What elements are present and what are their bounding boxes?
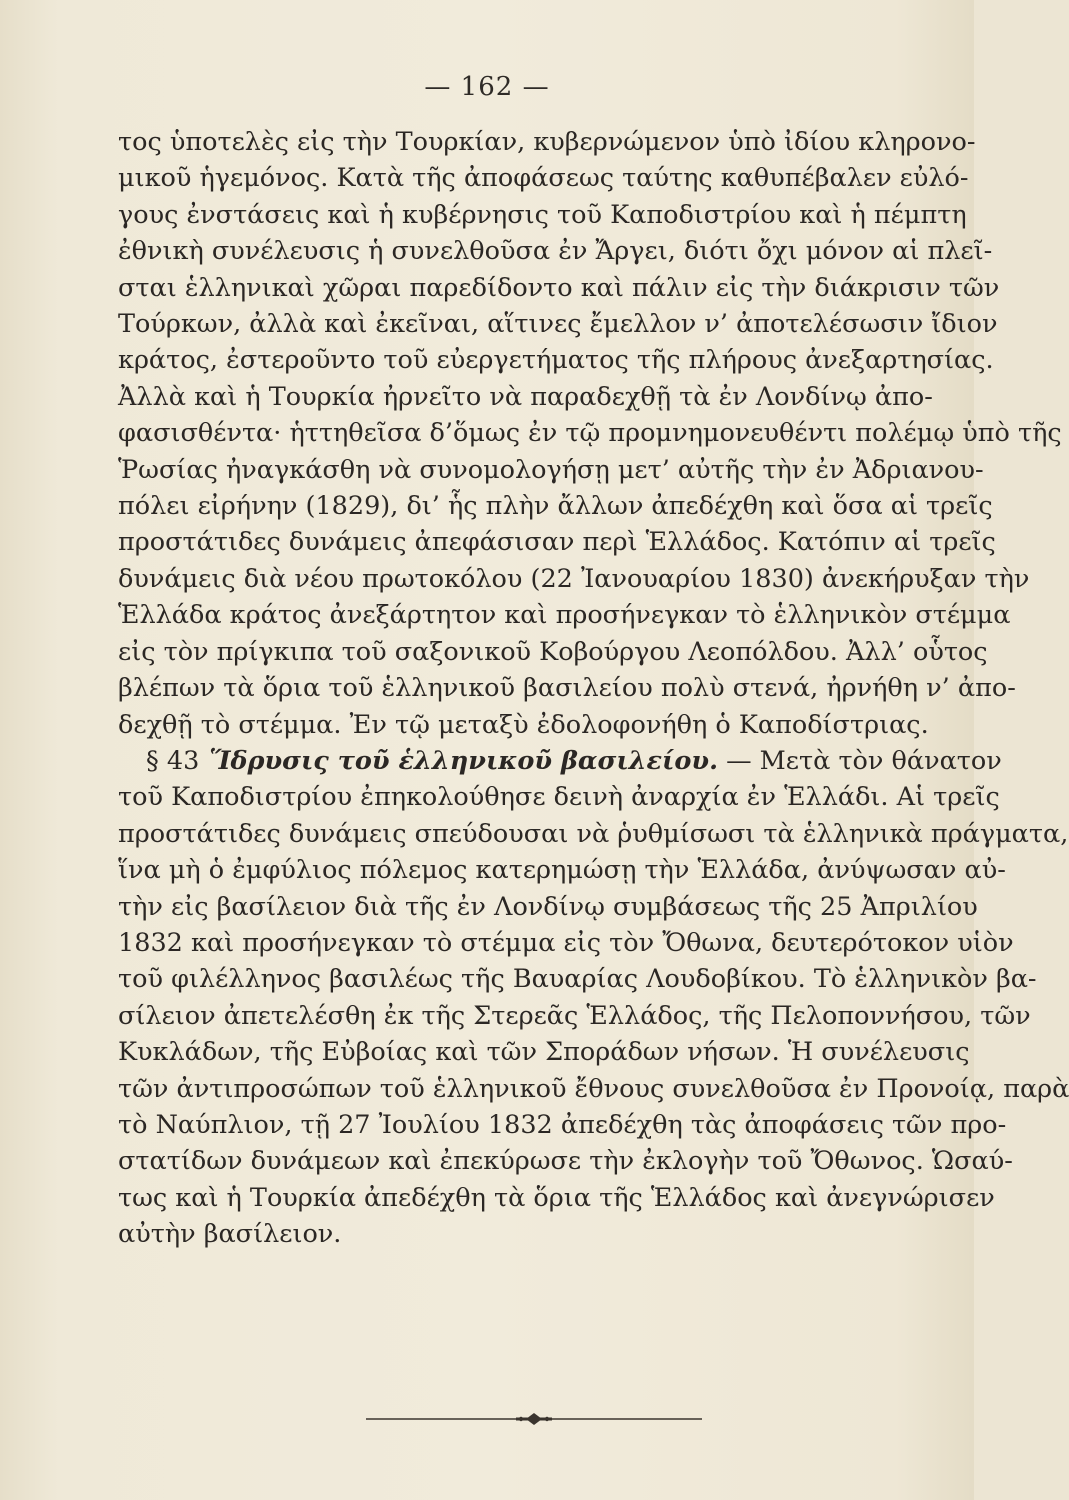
text-line: Τούρκων, ἀλλὰ καὶ ἐκεῖναι, αἵτινες ἔμελλον ν’ ἀποτελέσωσιν ἴδιον	[118, 309, 998, 340]
text-line: τοῦ Καποδιστρίου ἐπηκολούθησε δεινὴ ἀναρχία ἐν Ἑλλάδι. Αἱ τρεῖς	[118, 782, 1000, 813]
section-first-line-text: — Μετὰ τὸν θάνατον	[726, 745, 1002, 776]
text-line: σται ἑλληνικαὶ χῶραι παρεδίδοντο καὶ πάλιν εἰς τὴν διάκρισιν τῶν	[118, 272, 1000, 303]
text-line: προστάτιδες δυνάμεις ἀπεφάσισαν περὶ Ἑλλάδος. Κατόπιν αἱ τρεῖς	[118, 527, 996, 558]
text-line: τοῦ φιλέλληνος βασιλέως τῆς Βαυαρίας Λουδοβίκου. Τὸ ἑλληνικὸν βα-	[118, 964, 1037, 995]
text-line: εἰς τὸν πρίγκιπα τοῦ σαξονικοῦ Κοβούργου Λεοπόλδου. Ἀλλ’ οὗτος	[118, 636, 988, 667]
page-number: — 162 —	[424, 72, 550, 102]
section-heading-line	[118, 743, 1002, 779]
text-line: σίλειον ἀπετελέσθη ἐκ τῆς Στερεᾶς Ἑλλάδος, τῆς Πελοποννήσου, τῶν	[118, 1000, 1031, 1031]
text-line: 1832 καὶ προσήνεγκαν τὸ στέμμα εἰς τὸν Ὄθωνα, δευτερότοκον υἱὸν	[118, 927, 1014, 958]
text-line: τος ὑποτελὲς εἰς τὴν Τουρκίαν, κυβερνώμενον ὑπὸ ἰδίου κληρονο-	[118, 127, 976, 157]
text-line: Ἑλλάδα κράτος ἀνεξάρτητον καὶ προσήνεγκαν τὸ ἑλληνικὸν στέμμα	[118, 600, 1011, 631]
text-line: αὐτὴν βασίλειον.	[118, 1219, 342, 1250]
text-line: Ῥωσίας ἠναγκάσθη νὰ συνομολογήσῃ μετ’ αὐτῆς τὴν ἐν Ἀδριανου-	[118, 454, 984, 485]
text-line: βλέπων τὰ ὅρια τοῦ ἑλληνικοῦ βασιλείου πολὺ στενά, ἠρνήθη ν’ ἀπο-	[118, 673, 1016, 704]
section-number: § 43	[146, 745, 200, 776]
text-line: στατίδων δυνάμεων καὶ ἐπεκύρωσε τὴν ἐκλογὴν τοῦ Ὄθωνος. Ὡσαύ-	[118, 1146, 1013, 1177]
paragraph-1	[118, 124, 1062, 743]
text-line: μικοῦ ἡγεμόνος. Κατὰ τῆς ἀποφάσεως ταύτης καθυπέβαλεν εὐλό-	[118, 163, 969, 194]
text-line: ἵνα μὴ ὁ ἐμφύλιος πόλεμος κατερημώσῃ τὴν Ἑλλάδα, ἀνύψωσαν αὐ-	[118, 855, 1006, 886]
text-line: κράτος, ἐστεροῦντο τοῦ εὐεργετήματος τῆς πλήρους ἀνεξαρτησίας.	[118, 345, 994, 376]
text-line: πόλει εἰρήνην (1829), δι’ ἧς πλὴν ἄλλων ἀπεδέχθη καὶ ὅσα αἱ τρεῖς	[118, 491, 993, 522]
text-line: γους ἐνστάσεις καὶ ἡ κυβέρνησις τοῦ Καποδιστρίου καὶ ἡ πέμπτη	[118, 199, 967, 230]
text-line: τὴν εἰς βασίλειον διὰ τῆς ἐν Λονδίνῳ συμβάσεως τῆς 25 Ἀπριλίου	[118, 891, 978, 922]
section-title: Ἵδρυσις τοῦ ἑλληνικοῦ βασιλείου.	[209, 745, 718, 776]
text-line: τὸ Ναύπλιον, τῇ 27 Ἰουλίου 1832 ἀπεδέχθη τὰς ἀποφάσεις τῶν προ-	[118, 1109, 1007, 1140]
text-line: δυνάμεις διὰ νέου πρωτοκόλου (22 Ἰανουαρίου 1830) ἀνεκήρυξαν τὴν	[118, 563, 1030, 594]
text-line: προστάτιδες δυνάμεις σπεύδουσαι νὰ ῥυθμίσωσι τὰ ἑλληνικὰ πράγματα,	[118, 818, 1069, 849]
text-line: ἐθνικὴ συνέλευσις ἡ συνελθοῦσα ἐν Ἄργει, διότι ὄχι μόνον αἱ πλεῖ-	[118, 236, 993, 267]
text-line: τῶν ἀντιπροσώπων τοῦ ἑλληνικοῦ ἔθνους συνελθοῦσα ἐν Προνοίᾳ, παρὰ	[118, 1073, 1069, 1104]
text-line: τως καὶ ἡ Τουρκία ἀπεδέχθη τὰ ὅρια τῆς Ἑλλάδος καὶ ἀνεγνώρισεν	[118, 1182, 995, 1213]
text-line: δεχθῇ τὸ στέμμα. Ἐν τῷ μεταξὺ ἐδολοφονήθη ὁ Καποδίστριας.	[118, 709, 929, 740]
text-line: Κυκλάδων, τῆς Εὐβοίας καὶ τῶν Σποράδων νήσων. Ἡ συνέλευσις	[118, 1037, 970, 1068]
text-line: Ἀλλὰ καὶ ἡ Τουρκία ἠρνεῖτο νὰ παραδεχθῇ τὰ ἐν Λονδίνῳ ἀπο-	[118, 381, 933, 412]
body-text	[118, 124, 1069, 1253]
ornamental-rule-icon	[366, 1412, 702, 1426]
text-line: φασισθέντα· ἡττηθεῖσα δ’ὅμως ἐν τῷ προμνημονευθέντι πολέμῳ ὑπὸ τῆς	[118, 418, 1062, 449]
section-43	[118, 743, 1069, 1253]
